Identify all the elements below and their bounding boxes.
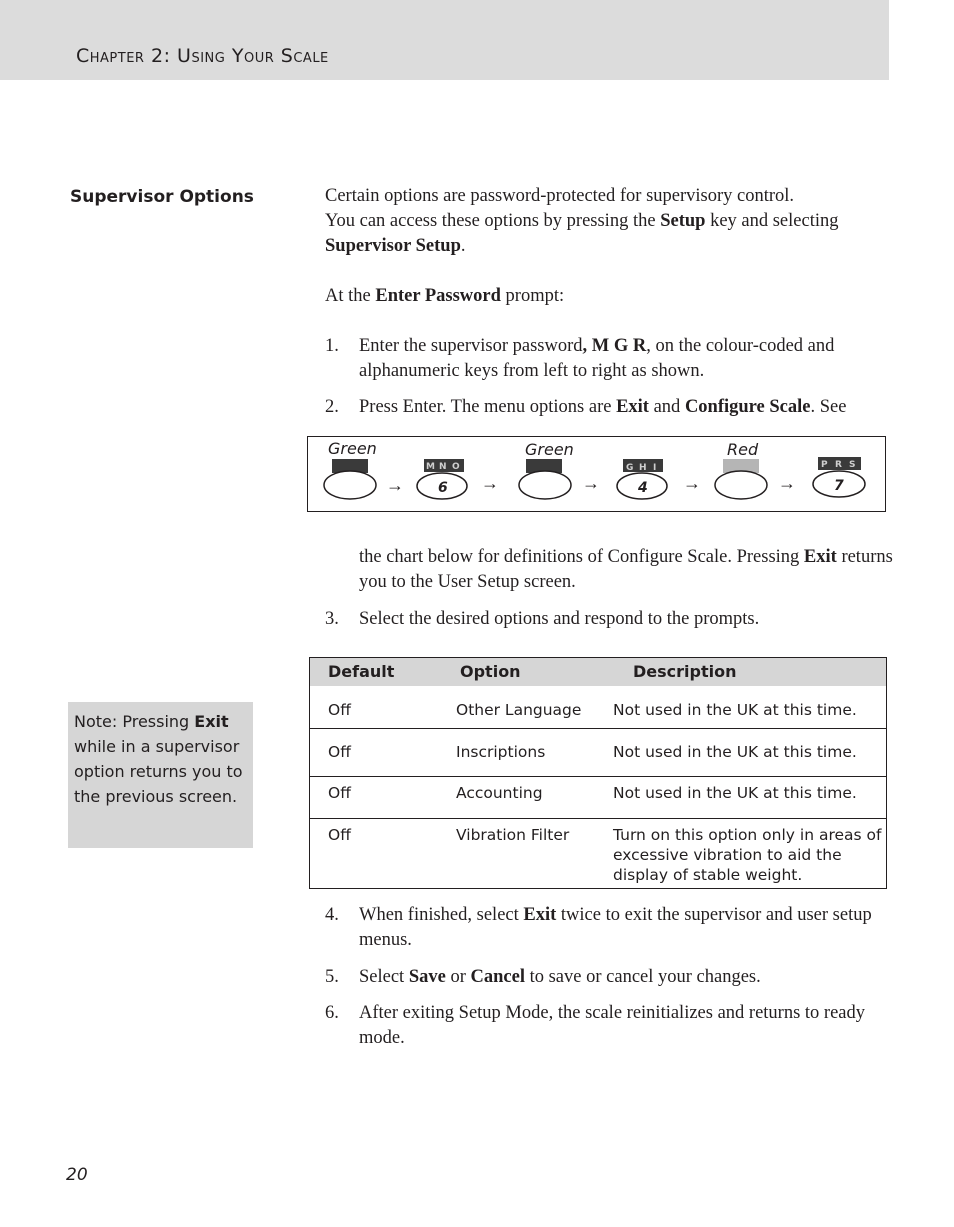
row-default: Off [328,784,351,802]
red-key [715,459,767,499]
row-default: Off [328,701,351,719]
row-default: Off [328,743,351,761]
row-option: Other Language [456,701,582,719]
key-prs-letter-r: R [835,460,842,470]
arrow-4: → [683,473,701,493]
key-prs-letter-s: S [849,460,856,470]
intro-line-1: Certain options are password-protected for supervisory control. [325,186,795,206]
row-description: Not used in the UK at this time. [613,743,857,761]
exit-ref-2: Exit [803,547,837,567]
supervisor-setup-ref: Supervisor Setup [325,236,461,256]
green-key-2-button [519,471,571,499]
key-prs-digit: 7 [834,478,844,494]
step-2: 2. Press Enter. The menu options are Exit and Configure Scale. See [325,397,847,417]
red-key-button [715,471,767,499]
setup-key-ref: Setup [660,211,706,231]
password-prompt-line: At the Enter Password prompt: [325,286,565,306]
row-option: Vibration Filter [456,826,570,844]
header-default: Default [328,662,395,681]
intro-paragraph [325,184,895,259]
arrow-3: → [582,473,600,493]
header-band [0,0,889,80]
configure-scale-table [309,657,887,889]
step-1: 1. Enter the supervisor password, M G R, on the colour-coded and alphanumeric keys from left to right as shown. [325,336,835,381]
password-ref: , M G R [582,336,647,356]
step-4: 4. When finished, select Exit twice to exit the supervisor and user setup menus. [325,905,872,950]
table-row [310,819,886,889]
step-5: 5. Select Save or Cancel to save or cancel your changes. [325,967,761,987]
key-mno-letter-o: O [452,462,460,472]
table-row [310,777,886,819]
exit-ref: Exit [616,397,649,417]
note-exit-ref: Exit [194,712,229,731]
step-6: 6. After exiting Setup Mode, the scale reinitializes and returns to ready mode. [325,1003,866,1048]
key-ghi-letter-i: I [653,463,657,473]
chapter-title: Chapter 2: Using Your Scale [76,45,329,67]
key-ghi-digit: 4 [638,480,648,496]
table-row [310,686,886,729]
key-sequence-graphic [308,437,887,513]
green-key-1-button [324,471,376,499]
header-description: Description [633,662,737,681]
key-mno-digit: 6 [438,480,448,496]
arrow-5: → [778,473,796,493]
page-number: 20 [66,1165,88,1185]
key-mno-letter-n: N [439,462,447,472]
green-key-2 [519,459,571,499]
save-ref: Save [408,967,446,987]
intro-line-3: Supervisor Setup. [325,236,466,256]
green-label-2: Green [525,440,574,459]
key-ghi-letter-h: H [639,463,647,473]
row-description: Not used in the UK at this time. [613,701,857,719]
table-row [310,729,886,777]
enter-password-ref: Enter Password [375,286,501,306]
key-prs-letter-p: P [821,460,828,470]
green-label-1: Green [328,439,377,458]
key-mno-6 [417,459,467,499]
intro-line-2: You can access these options by pressing the Setup key and selecting [325,211,839,231]
step-2-continued: the chart below for definitions of Configure Scale. Pressing Exit returns you to the User Setup screen. [359,547,893,592]
row-default: Off [328,826,351,844]
section-heading: Supervisor Options [70,187,254,207]
red-label: Red [727,440,759,459]
exit-ref-3: Exit [523,905,557,925]
arrow-2: → [481,473,499,493]
row-description: Turn on this option only in areas of excessive vibration to aid the display of stable weight. [613,826,882,884]
row-option: Inscriptions [456,743,546,761]
row-option: Accounting [456,784,543,802]
table-header [310,658,886,686]
key-mno-letter-m: M [426,462,435,472]
key-prs-7 [813,457,865,497]
key-ghi-4 [617,459,667,499]
row-description: Not used in the UK at this time. [613,784,857,802]
step-3: 3. Select the desired options and respond to the prompts. [325,609,760,629]
green-key-1 [324,459,376,499]
password-key-diagram [307,436,886,512]
configure-scale-ref: Configure Scale [684,397,811,417]
arrow-1: → [386,475,404,495]
cancel-ref: Cancel [470,967,525,987]
note-box: Note: Pressing Exit while in a supervisor option returns you to the previous screen. [68,702,253,848]
key-ghi-letter-g: G [626,463,634,473]
header-option: Option [460,662,521,681]
